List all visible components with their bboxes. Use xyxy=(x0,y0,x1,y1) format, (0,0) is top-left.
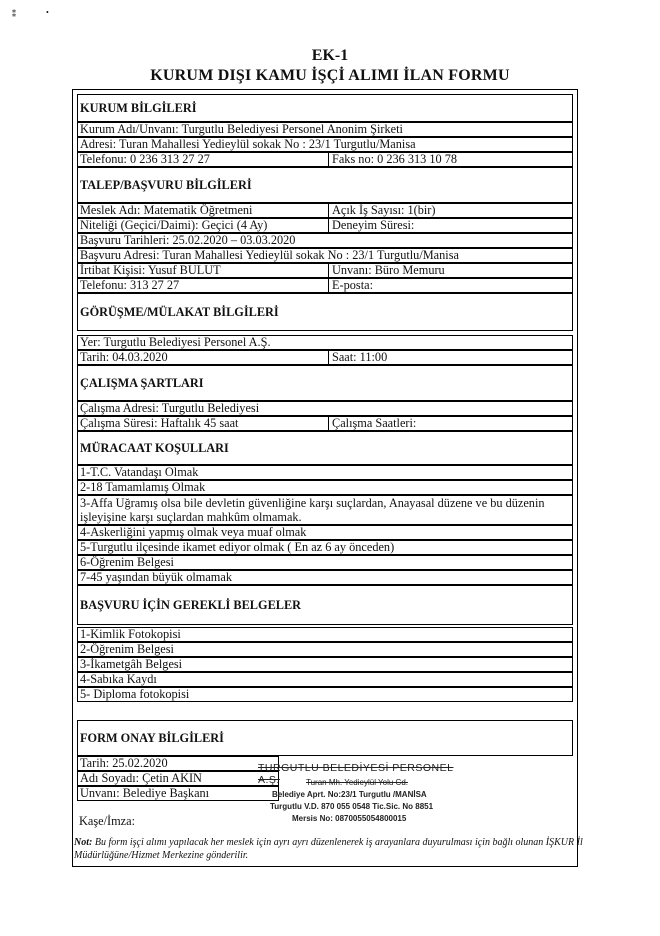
talep-adres: Başvuru Adresi: Turan Mahallesi Yedieylül sokak No : 23/1 Turgutlu/Manisa xyxy=(77,248,573,263)
talep-nitelik: Niteliği (Geçici/Daimi): Geçici (4 Ay) xyxy=(80,218,268,232)
company-stamp xyxy=(258,762,458,832)
ek-label: EK-1 xyxy=(311,47,349,64)
form-title: KURUM DIŞI KAMU İŞÇİ ALIMI İLAN FORMU xyxy=(150,67,510,84)
kurum-adres: Adresi: Turan Mahallesi Yedieylül sokak No : 23/1 Turgutlu/Manisa xyxy=(77,137,573,152)
talep-irtibat: İrtibat Kişisi: Yusuf BULUT xyxy=(80,263,221,277)
calisma-adres: Çalışma Adresi: Turgutlu Belediyesi xyxy=(77,401,573,416)
section-gorusme-heading: GÖRÜŞME/MÜLAKAT BİLGİLERİ xyxy=(77,293,573,331)
talep-irtibat-row xyxy=(77,263,573,278)
note-text: Bu form işçi alımı yapılacak her meslek için ayrı ayrı düzenlenerek iş arayanlara duyurulması için bağlı olunan İŞKUR İl Müdürlüğüne/Hizmet Merkezine gönderilir. xyxy=(74,837,583,861)
talep-acik-is: Açık İş Sayısı: 1(bir) xyxy=(328,204,436,217)
talep-meslek: Meslek Adı: Matematik Öğretmeni xyxy=(80,203,253,217)
stamp-line: Mersis No: 0870055054800015 xyxy=(292,814,407,823)
muracaat-item: 7-45 yaşından büyük olmamak xyxy=(77,570,573,585)
kurum-faks: Faks no: 0 236 313 10 78 xyxy=(328,153,457,166)
talep-tarihler: Başvuru Tarihleri: 25.02.2020 – 03.03.2020 xyxy=(77,233,573,248)
section-kurum-heading: KURUM BİLGİLERİ xyxy=(77,94,573,122)
onay-tarih: Tarih: 25.02.2020 xyxy=(77,756,279,771)
calisma-sure-row xyxy=(77,416,573,431)
section-onay-heading: FORM ONAY BİLGİLERİ xyxy=(77,720,573,756)
calisma-saatler: Çalışma Saatleri: xyxy=(328,417,416,430)
talep-telefon-row xyxy=(77,278,573,293)
onay-ad: Adı Soyadı: Çetin AKIN xyxy=(77,771,279,786)
muracaat-item: 6-Öğrenim Belgesi xyxy=(77,555,573,570)
section-calisma-heading: ÇALIŞMA ŞARTLARI xyxy=(77,365,573,401)
belge-item: 3-İkametgâh Belgesi xyxy=(77,657,573,672)
talep-deneyim: Deneyim Süresi: xyxy=(328,219,414,232)
scan-mark: • xyxy=(46,8,49,17)
muracaat-item: 3-Affa Uğramış olsa bile devletin güvenliğine karşı suçlardan, Anayasal düzene ve bu düzenin işleyişine karşı suçlardan mahkûm olmamak. xyxy=(77,495,573,525)
kurum-ad: Kurum Adı/Unvanı: Turgutlu Belediyesi Personel Anonim Şirketi xyxy=(77,122,573,137)
stamp-line: Turgutlu V.D. 870 055 0548 Tic.Sic. No 8851 xyxy=(270,802,434,811)
belge-item: 4-Sabıka Kaydı xyxy=(77,672,573,687)
gorusme-yer: Yer: Turgutlu Belediyesi Personel A.Ş. xyxy=(77,335,573,350)
onay-kase: Kaşe/İmza: xyxy=(79,814,135,828)
gorusme-tarih-row xyxy=(77,350,573,365)
form-container xyxy=(72,89,578,867)
section-muracaat-heading: MÜRACAAT KOŞULLARI xyxy=(77,431,573,465)
muracaat-item: 5-Turgutlu ilçesinde ikamet ediyor olmak ( En az 6 ay önceden) xyxy=(77,540,573,555)
muracaat-item: 4-Askerliğini yapmış olmak veya muaf olmak xyxy=(77,525,573,540)
belge-item: 2-Öğrenim Belgesi xyxy=(77,642,573,657)
section-belgeler-heading: BAŞVURU İÇİN GEREKLİ BELGELER xyxy=(77,585,573,625)
stamp-line: Turan Mh. Yedieylül Yolu Cd. xyxy=(306,778,408,787)
footer-note xyxy=(74,836,594,862)
kurum-telefon-row xyxy=(77,152,573,167)
muracaat-item: 1-T.C. Vatandaşı Olmak xyxy=(77,465,573,480)
stamp-line: Belediye Aprt. No:23/1 Turgutlu /MANİSA xyxy=(272,790,427,799)
muracaat-item: 2-18 Tamamlamış Olmak xyxy=(77,480,573,495)
note-label: Not: xyxy=(74,837,93,848)
gorusme-saat: Saat: 11:00 xyxy=(328,351,387,364)
belge-item: 5- Diploma fotokopisi xyxy=(77,687,573,702)
gorusme-tarih: Tarih: 04.03.2020 xyxy=(80,350,168,364)
calisma-sure: Çalışma Süresi: Haftalık 45 saat xyxy=(80,416,239,430)
scan-mark: ⁑ xyxy=(12,10,16,19)
belge-item: 1-Kimlik Fotokopisi xyxy=(77,627,573,642)
talep-meslek-row xyxy=(77,203,573,218)
section-talep-heading: TALEP/BAŞVURU BİLGİLERİ xyxy=(77,167,573,203)
talep-unvan: Unvanı: Büro Memuru xyxy=(328,264,445,277)
stamp-line: TURGUTLU BELEDİYESİ PERSONEL A.Ş. xyxy=(258,762,454,786)
talep-telefon: Telefonu: 313 27 27 xyxy=(80,278,180,292)
kurum-telefon: Telefonu: 0 236 313 27 27 xyxy=(80,152,210,166)
talep-nitelik-row xyxy=(77,218,573,233)
talep-eposta: E-posta: xyxy=(328,279,373,292)
onay-unvan: Unvanı: Belediye Başkanı xyxy=(77,786,279,801)
